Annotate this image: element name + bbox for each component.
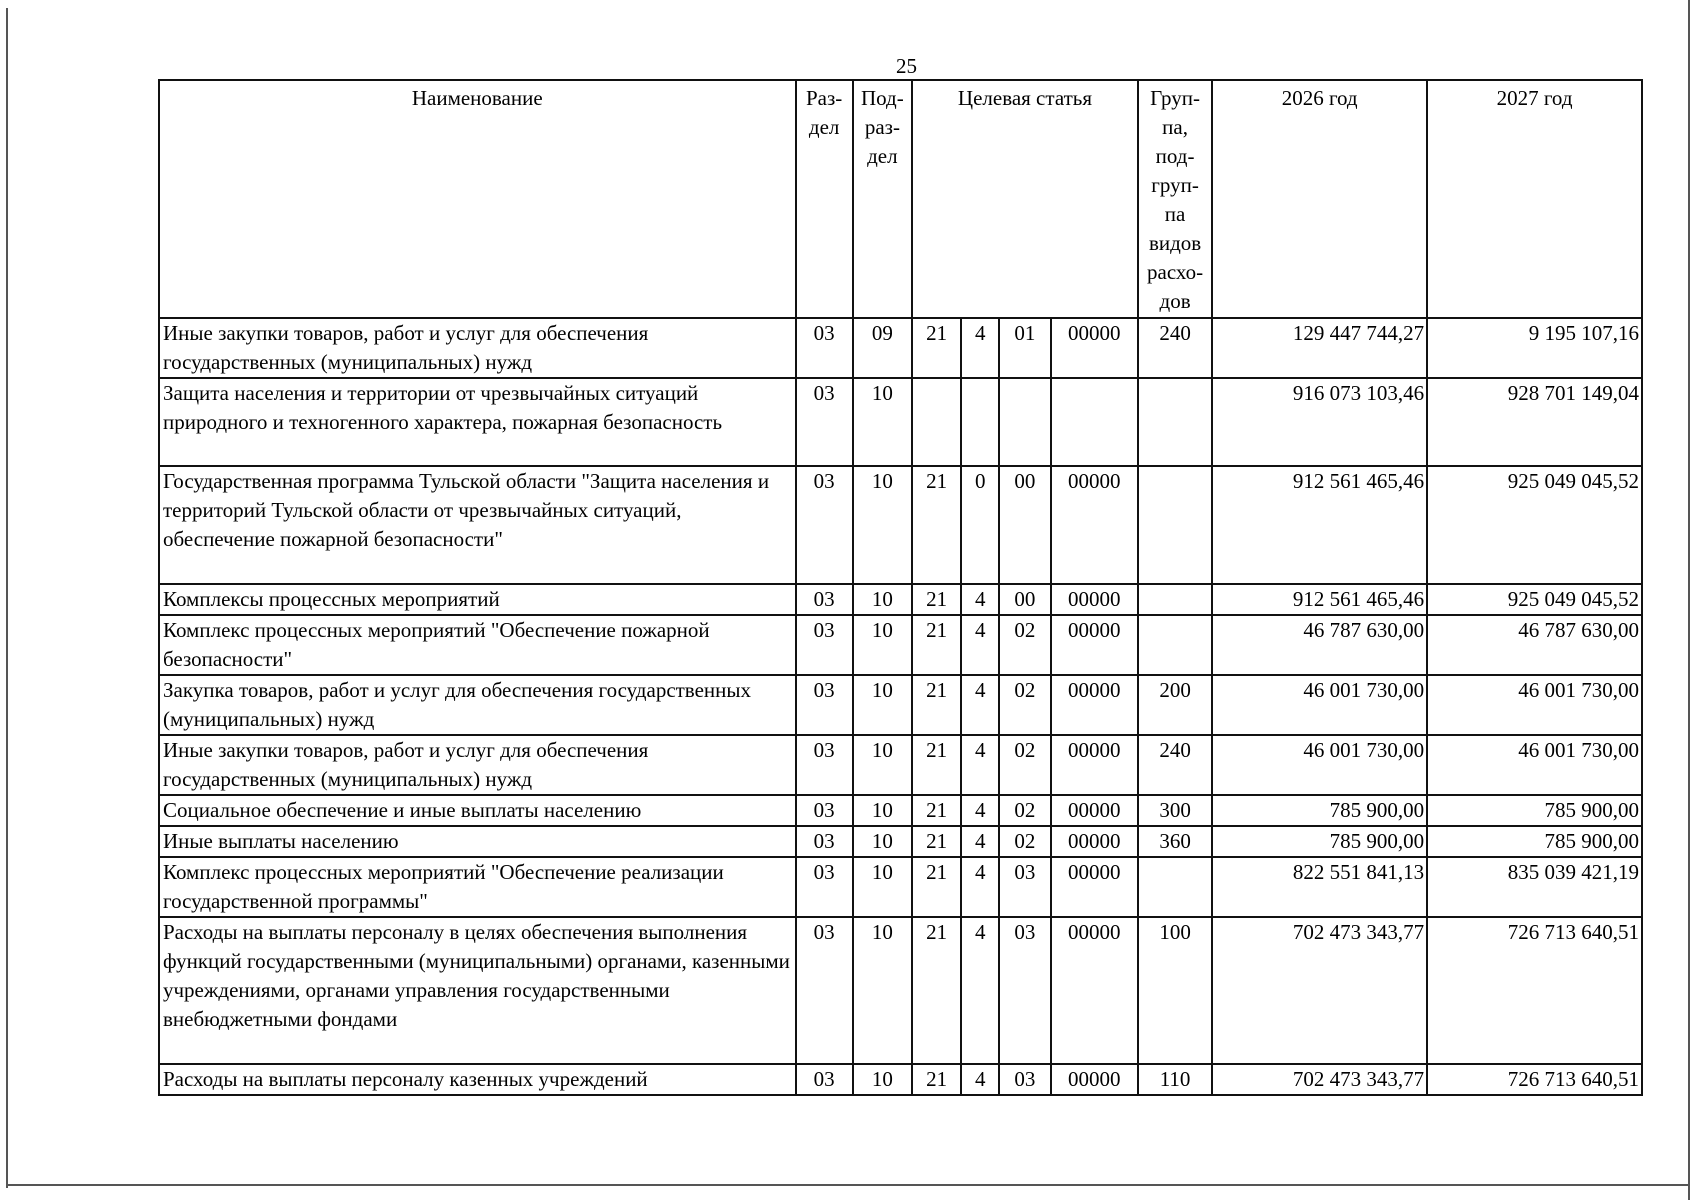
row-target-type: 4 <box>961 795 999 826</box>
row-target-program: 21 <box>912 675 961 735</box>
row-target-structural: 02 <box>999 615 1050 675</box>
row-section: 03 <box>796 857 853 917</box>
row-target-program: 21 <box>912 1064 961 1095</box>
row-target-structural: 02 <box>999 735 1050 795</box>
row-name: Комплекс процессных мероприятий "Обеспечение пожарной безопасности" <box>159 615 796 675</box>
header-year-2027: 2027 год <box>1427 80 1642 318</box>
row-amount-2027: 726 713 640,51 <box>1427 917 1642 1064</box>
row-amount-2026: 702 473 343,77 <box>1212 1064 1427 1095</box>
row-target-type: 4 <box>961 1064 999 1095</box>
row-amount-2027: 928 701 149,04 <box>1427 378 1642 466</box>
table-row <box>159 795 1642 826</box>
row-expense-group: 100 <box>1138 917 1212 1064</box>
row-name: Социальное обеспечение и иные выплаты населению <box>159 795 796 826</box>
row-expense-group <box>1138 857 1212 917</box>
row-amount-2026: 785 900,00 <box>1212 795 1427 826</box>
row-expense-group: 110 <box>1138 1064 1212 1095</box>
row-target-structural: 02 <box>999 795 1050 826</box>
row-target-type: 4 <box>961 675 999 735</box>
row-expense-group <box>1138 584 1212 615</box>
page-frame-right <box>1688 0 1690 1200</box>
row-amount-2026: 912 561 465,46 <box>1212 466 1427 584</box>
row-target-structural: 00 <box>999 584 1050 615</box>
row-name: Комплекс процессных мероприятий "Обеспечение реализации государственной программы" <box>159 857 796 917</box>
row-section: 03 <box>796 795 853 826</box>
row-target-type <box>961 378 999 466</box>
table-body <box>159 318 1642 1095</box>
row-amount-2027: 835 039 421,19 <box>1427 857 1642 917</box>
row-target-program: 21 <box>912 735 961 795</box>
row-target-type: 4 <box>961 318 999 378</box>
table-row <box>159 584 1642 615</box>
table-header-row <box>159 80 1642 318</box>
row-subsection: 10 <box>853 675 912 735</box>
row-target-structural: 03 <box>999 1064 1050 1095</box>
row-expense-group: 300 <box>1138 795 1212 826</box>
row-target-program: 21 <box>912 466 961 584</box>
row-section: 03 <box>796 378 853 466</box>
row-subsection: 10 <box>853 615 912 675</box>
row-amount-2026: 916 073 103,46 <box>1212 378 1427 466</box>
row-target-structural: 03 <box>999 857 1050 917</box>
row-amount-2027: 785 900,00 <box>1427 795 1642 826</box>
row-name: Комплексы процессных мероприятий <box>159 584 796 615</box>
row-target-structural: 00 <box>999 466 1050 584</box>
row-target-direction: 00000 <box>1051 675 1138 735</box>
row-subsection: 10 <box>853 857 912 917</box>
row-target-direction: 00000 <box>1051 735 1138 795</box>
row-expense-group <box>1138 378 1212 466</box>
row-target-type: 4 <box>961 584 999 615</box>
row-target-type: 4 <box>961 826 999 857</box>
row-target-type: 4 <box>961 857 999 917</box>
row-amount-2027: 46 001 730,00 <box>1427 735 1642 795</box>
row-target-structural: 03 <box>999 917 1050 1064</box>
row-subsection: 10 <box>853 1064 912 1095</box>
row-target-type: 4 <box>961 615 999 675</box>
row-amount-2027: 46 787 630,00 <box>1427 615 1642 675</box>
table-row <box>159 318 1642 378</box>
row-target-type: 4 <box>961 917 999 1064</box>
row-target-structural: 02 <box>999 675 1050 735</box>
row-expense-group: 240 <box>1138 735 1212 795</box>
row-section: 03 <box>796 826 853 857</box>
row-target-direction: 00000 <box>1051 795 1138 826</box>
row-target-structural: 02 <box>999 826 1050 857</box>
row-target-direction: 00000 <box>1051 1064 1138 1095</box>
header-name: Наименование <box>159 80 796 318</box>
row-subsection: 10 <box>853 378 912 466</box>
table-row <box>159 826 1642 857</box>
row-target-type: 0 <box>961 466 999 584</box>
row-target-program: 21 <box>912 917 961 1064</box>
row-target-direction: 00000 <box>1051 318 1138 378</box>
row-target-direction <box>1051 378 1138 466</box>
header-expense-group: Груп-па, под-груп-па видов расхо-дов <box>1138 80 1212 318</box>
row-name: Иные выплаты населению <box>159 826 796 857</box>
row-expense-group <box>1138 615 1212 675</box>
page-number: 25 <box>896 54 917 78</box>
row-amount-2026: 822 551 841,13 <box>1212 857 1427 917</box>
header-year-2026: 2026 год <box>1212 80 1427 318</box>
row-target-program: 21 <box>912 615 961 675</box>
row-section: 03 <box>796 735 853 795</box>
page-frame-left <box>6 8 8 1188</box>
row-target-program: 21 <box>912 318 961 378</box>
row-target-structural <box>999 378 1050 466</box>
row-subsection: 10 <box>853 584 912 615</box>
row-amount-2026: 46 001 730,00 <box>1212 675 1427 735</box>
row-target-program: 21 <box>912 826 961 857</box>
row-expense-group: 200 <box>1138 675 1212 735</box>
row-target-structural: 01 <box>999 318 1050 378</box>
row-section: 03 <box>796 615 853 675</box>
row-target-direction: 00000 <box>1051 857 1138 917</box>
row-name: Иные закупки товаров, работ и услуг для обеспечения государственных (муниципальных) нужд <box>159 735 796 795</box>
row-subsection: 10 <box>853 826 912 857</box>
header-target-article: Целевая статья <box>912 80 1138 318</box>
row-expense-group: 240 <box>1138 318 1212 378</box>
row-name: Государственная программа Тульской области "Защита населения и территорий Тульской области от чрезвычайных ситуаций, обеспечение пожарной безопасности" <box>159 466 796 584</box>
row-amount-2027: 925 049 045,52 <box>1427 584 1642 615</box>
page-frame-bottom <box>6 1184 1690 1186</box>
row-section: 03 <box>796 1064 853 1095</box>
row-amount-2026: 785 900,00 <box>1212 826 1427 857</box>
table-row <box>159 675 1642 735</box>
table-row <box>159 1064 1642 1095</box>
row-section: 03 <box>796 584 853 615</box>
row-subsection: 10 <box>853 735 912 795</box>
row-target-direction: 00000 <box>1051 917 1138 1064</box>
row-amount-2027: 9 195 107,16 <box>1427 318 1642 378</box>
row-subsection: 10 <box>853 917 912 1064</box>
row-target-direction: 00000 <box>1051 466 1138 584</box>
row-expense-group <box>1138 466 1212 584</box>
row-target-type: 4 <box>961 735 999 795</box>
row-name: Защита населения и территории от чрезвычайных ситуаций природного и техногенного характера, пожарная безопасность <box>159 378 796 466</box>
row-section: 03 <box>796 466 853 584</box>
row-name: Расходы на выплаты персоналу казенных учреждений <box>159 1064 796 1095</box>
table-row <box>159 378 1642 466</box>
row-amount-2026: 129 447 744,27 <box>1212 318 1427 378</box>
row-amount-2026: 46 787 630,00 <box>1212 615 1427 675</box>
row-amount-2027: 46 001 730,00 <box>1427 675 1642 735</box>
row-name: Закупка товаров, работ и услуг для обеспечения государственных (муниципальных) нужд <box>159 675 796 735</box>
row-target-program <box>912 378 961 466</box>
row-subsection: 10 <box>853 795 912 826</box>
row-section: 03 <box>796 917 853 1064</box>
table-row <box>159 466 1642 584</box>
row-amount-2026: 912 561 465,46 <box>1212 584 1427 615</box>
row-name: Расходы на выплаты персоналу в целях обеспечения выполнения функций государственными (муниципальными) органами, казенными учреждениями, органами управления государственными внебюджетными фондами <box>159 917 796 1064</box>
row-target-direction: 00000 <box>1051 615 1138 675</box>
table-row <box>159 857 1642 917</box>
table-row <box>159 735 1642 795</box>
row-section: 03 <box>796 675 853 735</box>
row-amount-2027: 785 900,00 <box>1427 826 1642 857</box>
header-section: Раз-дел <box>796 80 853 318</box>
row-amount-2027: 726 713 640,51 <box>1427 1064 1642 1095</box>
row-section: 03 <box>796 318 853 378</box>
budget-table <box>158 79 1643 1096</box>
row-amount-2026: 46 001 730,00 <box>1212 735 1427 795</box>
row-amount-2026: 702 473 343,77 <box>1212 917 1427 1064</box>
row-amount-2027: 925 049 045,52 <box>1427 466 1642 584</box>
table-row <box>159 917 1642 1064</box>
row-target-program: 21 <box>912 795 961 826</box>
row-target-program: 21 <box>912 584 961 615</box>
row-subsection: 10 <box>853 466 912 584</box>
row-subsection: 09 <box>853 318 912 378</box>
row-target-program: 21 <box>912 857 961 917</box>
row-target-direction: 00000 <box>1051 584 1138 615</box>
row-expense-group: 360 <box>1138 826 1212 857</box>
row-target-direction: 00000 <box>1051 826 1138 857</box>
header-subsection: Под-раз-дел <box>853 80 912 318</box>
row-name: Иные закупки товаров, работ и услуг для обеспечения государственных (муниципальных) нужд <box>159 318 796 378</box>
table-row <box>159 615 1642 675</box>
